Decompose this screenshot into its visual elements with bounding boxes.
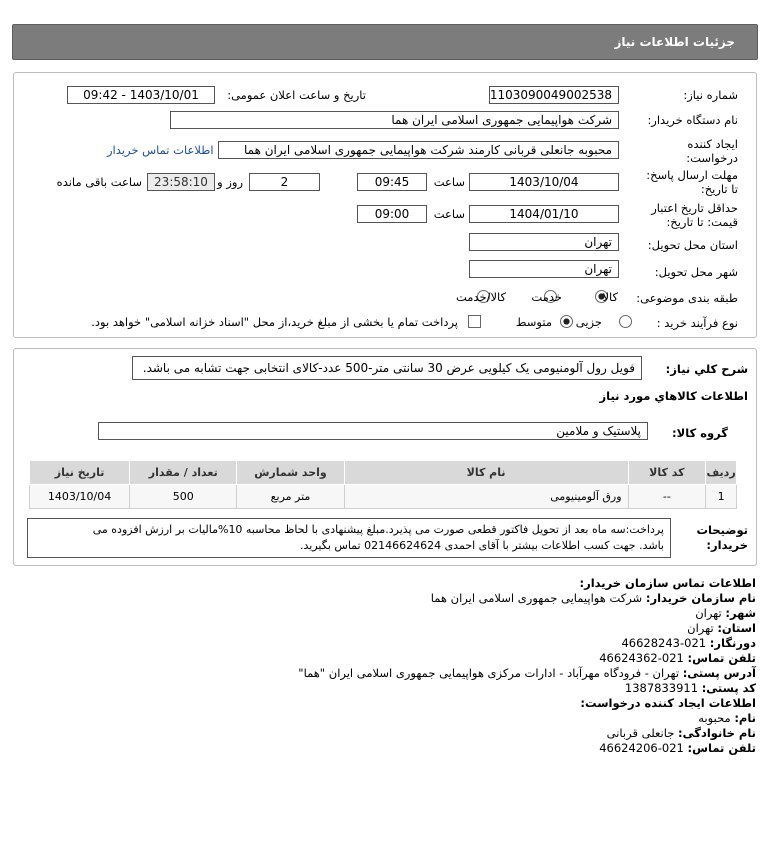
contact-postal: کد پستی: 1387833911	[624, 681, 756, 695]
process-label: نوع فرآیند خرید :	[656, 316, 738, 330]
cell-unit: متر مربع	[237, 485, 344, 509]
col-code: کد کالا	[628, 461, 706, 485]
cell-quantity: 500	[130, 485, 237, 509]
notes-label-1: توضیحات	[696, 523, 748, 537]
treasury-note: پرداخت تمام یا بخشی از مبلغ خرید،از محل "اسناد خزانه اسلامی" خواهد بود.	[91, 315, 458, 329]
goods-table	[29, 460, 737, 509]
category-goods-service-label: کالا/خدمت	[455, 290, 506, 304]
deadline-label-1: مهلت ارسال پاسخ:	[646, 168, 738, 182]
summary-label: شرح کلي نياز:	[665, 362, 748, 376]
goods-group-label: گروه کالا:	[672, 426, 728, 440]
process-radio-minor[interactable]	[619, 315, 632, 328]
page-title: جزئیات اطلاعات نیاز	[614, 35, 735, 49]
province-label: استان محل تحویل:	[647, 238, 738, 252]
col-unit: واحد شمارش	[237, 461, 344, 485]
treasury-checkbox[interactable]	[468, 315, 481, 328]
days-label: روز و	[217, 175, 243, 189]
contact-phone: تلفن تماس: 021-46624362	[599, 651, 756, 665]
deadline-label-2: تا تاریخ:	[700, 182, 738, 196]
process-minor-label: جزیی	[575, 315, 602, 329]
remaining-label: ساعت باقی مانده	[56, 175, 142, 189]
buyer-field: شرکت هواپیمایی جمهوری اسلامی ایران هما	[170, 111, 619, 129]
summary-field: فویل رول آلومنیومی یک کیلویی عرض 30 سانتی متر-500 عدد-کالای انتخابی جهت تشابه می باشد.	[132, 356, 642, 380]
col-name: نام کالا	[344, 461, 628, 485]
buyer-label: نام دستگاه خریدار:	[647, 113, 738, 127]
deadline-date-field: 1403/10/04	[469, 173, 619, 191]
city-label: شهر محل تحویل:	[654, 265, 738, 279]
creator-phone: تلفن تماس: 021-46624206	[599, 741, 756, 755]
category-service-label: خدمت	[531, 290, 562, 304]
category-goods-label: کالا	[602, 290, 618, 304]
need-number-field: 1103090049002538	[489, 86, 619, 104]
province-field: تهران	[469, 233, 619, 251]
table-row	[30, 485, 737, 509]
col-date: تاریخ نیاز	[30, 461, 130, 485]
contact-fax: دورنگار: 021-46628243	[621, 636, 756, 650]
process-medium-label: متوسط	[515, 315, 552, 329]
goods-table-wrap	[29, 460, 737, 509]
table-header-row	[30, 461, 737, 485]
deadline-time-label: ساعت	[433, 175, 465, 189]
remaining-time-field: 23:58:10	[147, 173, 215, 191]
deadline-time-field: 09:45	[357, 173, 427, 191]
contact-address: آدرس پستی: تهران - فرودگاه مهرآباد - ادارات مرکزی هواپیمایی جمهوری اسلامی ایران "هما"	[298, 666, 756, 680]
announce-field: 1403/10/01 - 09:42	[67, 86, 215, 104]
contact-city: شهر: تهران	[695, 606, 756, 620]
notes-box	[27, 518, 671, 558]
creator-label-1: ایجاد کننده	[687, 137, 738, 151]
creator-label-2: درخواست:	[686, 151, 738, 165]
validity-time-label: ساعت	[433, 207, 465, 221]
cell-name: ورق آلومینیومی	[344, 485, 628, 509]
contact-title: اطلاعات تماس سازمان خریدار:	[579, 576, 756, 590]
category-label: طبقه بندی موضوعی:	[636, 291, 738, 305]
process-radio-medium[interactable]	[560, 315, 573, 328]
creator-field: محبوبه جانعلی قربانی کارمند شرکت هواپیمایی جمهوری اسلامی ایران هما	[218, 141, 619, 159]
need-number-label: شماره نیاز:	[683, 88, 738, 102]
contact-org: نام سازمان خریدار: شرکت هواپیمایی جمهوری اسلامی ایران هما	[430, 591, 756, 605]
city-field: تهران	[469, 260, 619, 278]
page-header	[12, 24, 758, 60]
cell-date: 1403/10/04	[30, 485, 130, 509]
notes-line-2: باشد. جهت کسب اطلاعات بیشتر با آقای احمدی 02146624624 تماس بگیرید.	[300, 539, 664, 552]
contact-province: استان: تهران	[687, 621, 756, 635]
goods-group-field: پلاستیک و ملامین	[98, 422, 648, 440]
goods-section-title: اطلاعات کالاهاي مورد نياز	[599, 389, 748, 403]
cell-row: 1	[706, 485, 737, 509]
announce-label: تاریخ و ساعت اعلان عمومی:	[227, 88, 366, 102]
creator-name: نام: محبوبه	[698, 711, 756, 725]
col-row: ردیف	[706, 461, 737, 485]
cell-code: --	[628, 485, 706, 509]
days-remaining-field: 2	[249, 173, 320, 191]
notes-line-1: پرداخت:سه ماه بعد از تحویل فاکتور قطعی صورت می پذیرد.مبلغ پیشنهادی با لحاظ محاسبه 10%مالیات بر ارزش افزوده می	[92, 523, 664, 536]
validity-time-field: 09:00	[357, 205, 427, 223]
creator-family: نام خانوادگی: جانعلی قربانی	[606, 726, 756, 740]
notes-label-2: خریدار:	[706, 538, 748, 552]
buyer-contact-link[interactable]: اطلاعات تماس خریدار	[107, 143, 214, 157]
col-quantity: تعداد / مقدار	[130, 461, 237, 485]
validity-label-2: قیمت: تا تاریخ:	[666, 215, 738, 229]
creator-title: اطلاعات ایجاد کننده درخواست:	[580, 696, 756, 710]
validity-date-field: 1404/01/10	[469, 205, 619, 223]
validity-label-1: حداقل تاریخ اعتبار	[651, 201, 738, 215]
